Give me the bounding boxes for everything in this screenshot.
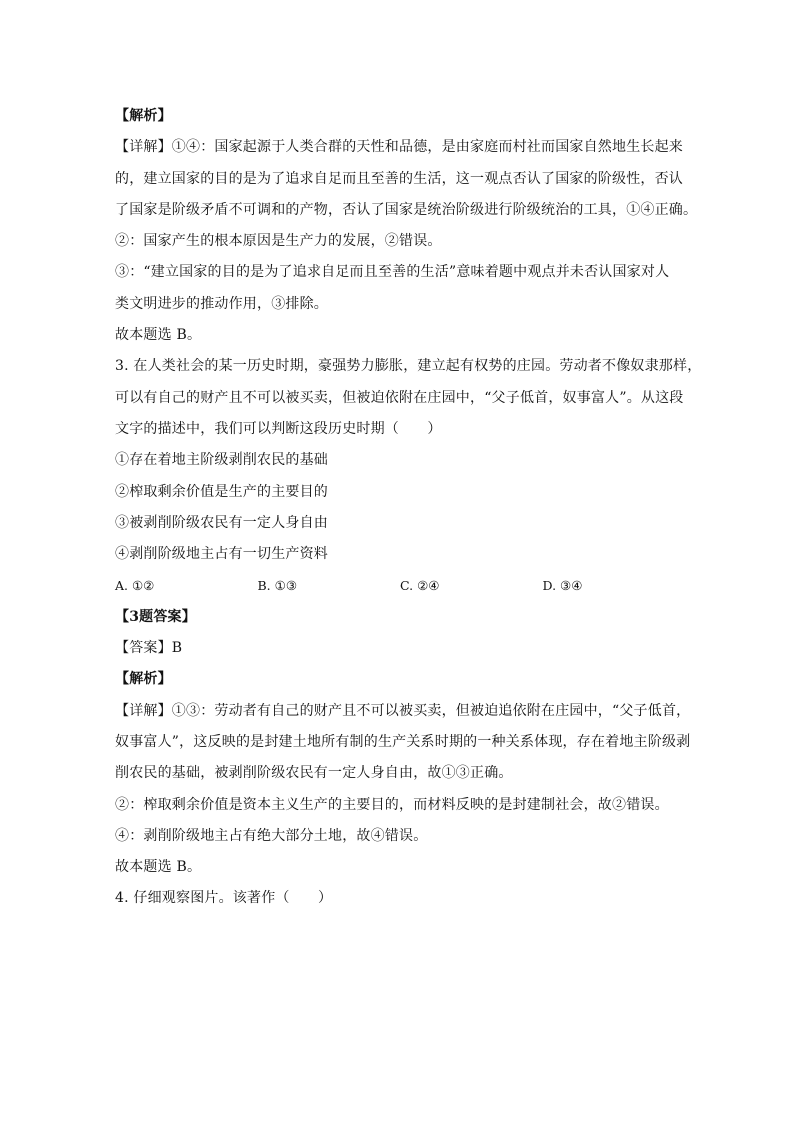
option-b: B. ①③ [257,578,298,594]
detail-line: 削农民的基础，被剥削阶级农民有一定人身自由，故①③正确。 [115,765,513,782]
detail-line: 的，建立国家的目的是为了追求自足而且至善的生活，这一观点否认了国家的阶级性，否认 [115,170,683,187]
point-3-line: ③：“建立国家的目的是为了追求自足而且至善的生活”意味着题中观点并未否认国家对人 [115,264,670,281]
point-4: ④：剥削阶级地主占有绝大部分土地，故④错误。 [115,827,428,844]
option-c: C. ②④ [400,578,440,594]
conclusion: 故本题选 B。 [115,859,202,876]
statement-item: ④剥削阶级地主占有一切生产资料 [115,546,328,563]
question-3-stem-line: 可以有自己的财产且不可以被买卖，但被迫依附在庄园中，“父子低首，奴事富人”。从这段 [115,389,684,406]
question-4-stem: 4. 仔细观察图片。该著作（ ） [115,890,333,907]
point-3-line: 类文明进步的推动作用，③排除。 [115,295,328,312]
answer-options [115,570,685,601]
option-a: A. ①② [115,578,155,594]
point-2: ②：榨取剩余价值是资本主义生产的主要目的，而材料反映的是封建制社会，故②错误。 [115,796,669,813]
statement-item: ①存在着地主阶级剥削农民的基础 [115,452,328,469]
option-d: D. ③④ [542,578,583,594]
detail-line: 【详解】①③：劳动者有自己的财产且不可以被买卖，但被迫追依附在庄园中，“父子低首， [115,702,691,719]
document-page [115,101,702,915]
analysis-heading: 【解析】 [115,108,172,124]
detail-line: 【详解】①④：国家起源于人类合群的天性和品德，是由家庭而村社而国家自然地生长起来 [115,139,683,156]
question-3-stem-line: 3. 在人类社会的某一历史时期，豪强势力膨胀，建立起有权势的庄园。劳动者不像奴隶那样， [115,358,702,375]
statement-item: ②榨取剩余价值是生产的主要目的 [115,483,328,500]
answer-line: 【答案】B [115,640,183,657]
detail-line: 奴事富人”，这反映的是封建土地所有制的生产关系时期的一种关系体现，存在着地主阶级剥 [115,733,691,750]
point-2: ②：国家产生的根本原因是生产力的发展，②错误。 [115,233,442,250]
detail-line: 了国家是阶级矛盾不可调和的产物，否认了国家是统治阶级进行阶级统治的工具，①④正确。 [115,201,698,218]
answer-section-heading: 【3题答案】 [115,608,196,625]
analysis-heading: 【解析】 [115,671,172,688]
question-3-stem-line: 文字的描述中，我们可以判断这段历史时期（ ） [115,420,442,437]
statement-item: ③被剥削阶级农民有一定人身自由 [115,514,328,531]
conclusion: 故本题选 B。 [115,327,202,344]
